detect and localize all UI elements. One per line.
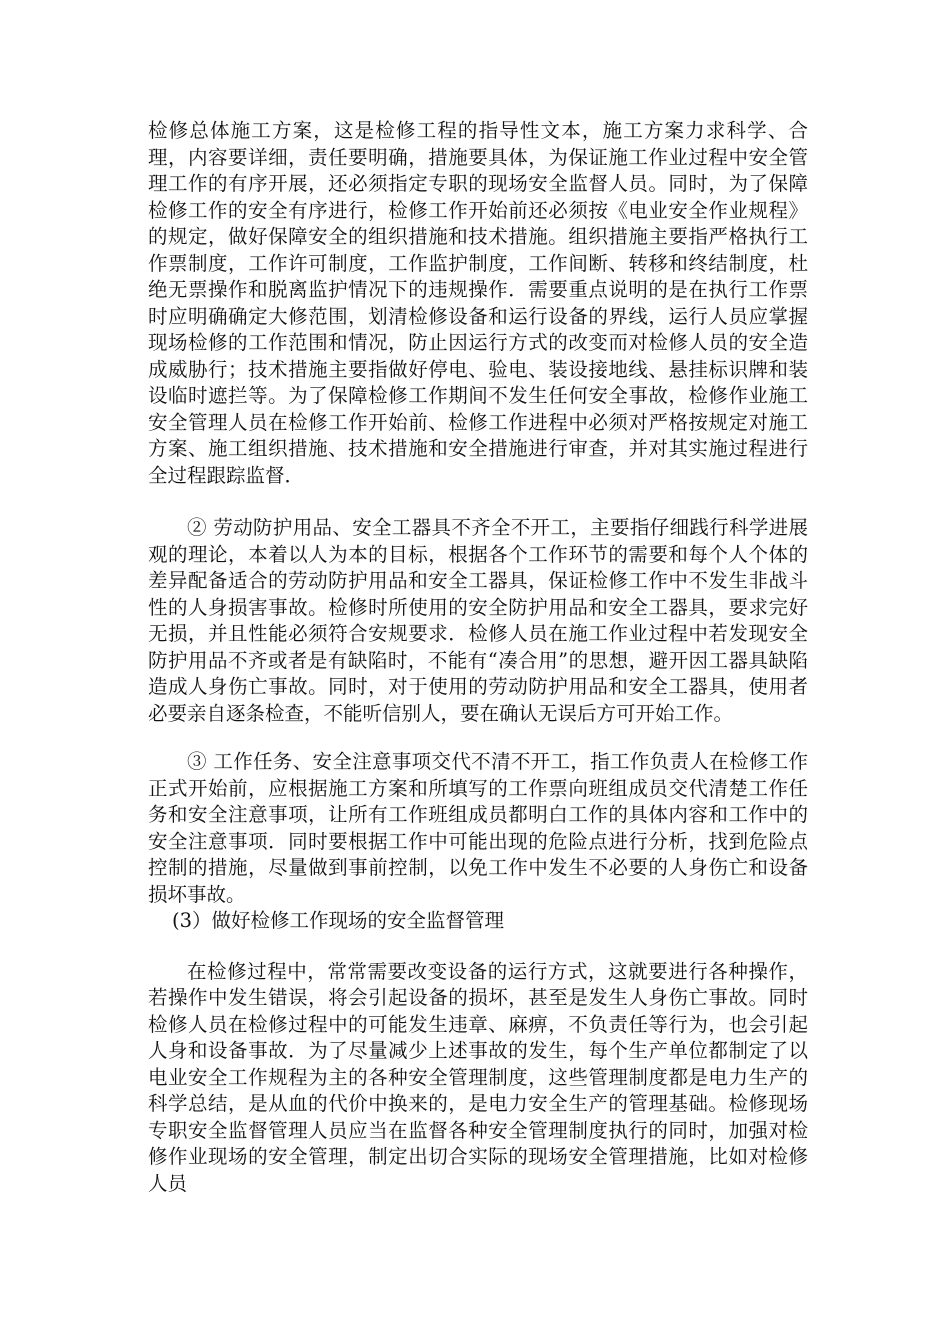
paragraph-construction-plan: 检修总体施工方案，这是检修工程的指导性文本，施工方案力求科学、合理，内容要详细，责任要明确，措施要具体，为保证施工作业过程中安全管理工作的有序开展，还必须指定专职的现场安全监督人员。同时，为了保障检修工作的安全有序进行，检修工作开始前还必须按《电业安全作业规程》的规定，做好保障安全的组织措施和技术措施。组织措施主要指严格执行工作票制度，工作许可制度，工作监护制度，工作间断、转移和终结制度，杜绝无票操作和脱离监护情况下的违规操作．需要重点说明的是在执行工作票时应明确确定大修范围，划清检修设备和运行设备的界线，运行人员应掌握现场检修的工作范围和情况，防止因运行方式的改变而对检修人员的安全造成威胁行；技术措施主要指做好停电、验电、装设接地线、悬挂标识牌和装设临时遮拦等。为了保障检修工作期间不发生任何安全事故，检修作业施工安全管理人员在检修工作开始前、检修工作进程中必须对严格按规定对施工方案、施工组织措施、技术措施和安全措施进行审查，并对其实施过程进行全过程跟踪监督． <box>148 119 808 487</box>
paragraph-site-safety-management: 在检修过程中，常常需要改变设备的运行方式，这就要进行各种操作，若操作中发生错误，将会引起设备的损坏，甚至是发生人身伤亡事故。同时检修人员在检修过程中的可能发生违章、麻痹，不负责任等行为，也会引起人身和设备事故．为了尽量减少上述事故的发生，每个生产单位都制定了以电业安全工作规程为主的各种安全管理制度，这些管理制度都是电力生产的科学总结，是从血的代价中换来的，是电力安全生产的管理基础。检修现场专职安全监督管理人员应当在监督各种安全管理制度执行的同时，加强对检修作业现场的安全管理，制定出切合实际的现场安全管理措施，比如对检修人员 <box>148 959 808 1195</box>
section-heading-site-supervision: (3）做好检修工作现场的安全监督管理 <box>172 909 505 932</box>
paragraph-protective-equipment: ② 劳动防护用品、安全工器具不齐全不开工，主要指仔细践行科学进展观的理论，本着以人为本的目标，根据各个工作环节的需要和每个人个体的差异配备适合的劳动防护用品和安全工器具，保证检修工作中不发生非战斗性的人身损害事故。检修时所使用的安全防护用品和安全工器具，要求完好无损，并且性能必须符合安规要求．检修人员在施工作业过程中若发现安全防护用品不齐或者是有缺陷时，不能有“凑合用”的思想，避开因工器具缺陷造成人身伤亡事故。同时，对于使用的劳动防护用品和安全工器具，使用者必要亲自逐条检查，不能听信别人，要在确认无误后方可开始工作。 <box>148 516 808 725</box>
paragraph-task-briefing: ③ 工作任务、安全注意事项交代不清不开工，指工作负责人在检修工作正式开始前，应根据施工方案和所填写的工作票向班组成员交代清楚工作任务和安全注意事项，让所有工作班组成员都明白工作的具体内容和工作中的安全注意事项．同时要根据工作中可能出现的危险点进行分析，找到危险点控制的措施，尽量做到事前控制，以免工作中发生不必要的人身伤亡和设备损坏事故。 <box>148 750 808 906</box>
document-body <box>148 118 808 1197</box>
